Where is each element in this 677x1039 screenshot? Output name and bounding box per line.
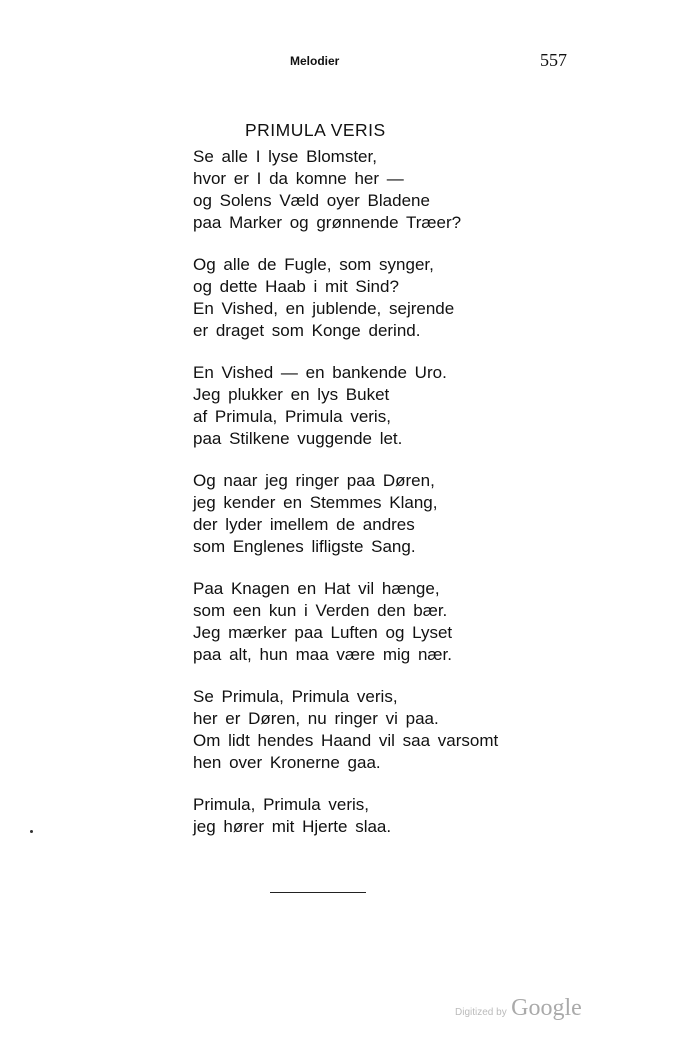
- poem-line: En Vished, en jublende, sejrende: [193, 299, 455, 318]
- stanza: [193, 362, 498, 450]
- scan-speck: [30, 830, 33, 833]
- running-head: Melodier: [290, 54, 340, 68]
- poem-line: paa Stilkene vuggende let.: [193, 429, 403, 448]
- stanza: [193, 470, 498, 558]
- poem-line: af Primula, Primula veris,: [193, 407, 391, 426]
- poem-line: og Solens Væld oyer Bladene: [193, 191, 430, 210]
- watermark-brand: Google: [511, 995, 582, 1021]
- poem-line: Primula, Primula veris,: [193, 795, 370, 814]
- page-number: 557: [540, 50, 567, 70]
- stanza: [193, 254, 498, 342]
- poem-line: Se alle I lyse Blomster,: [193, 147, 377, 166]
- poem-line: er draget som Konge derind.: [193, 321, 421, 340]
- poem-line: Jeg mærker paa Luften og Lyset: [193, 623, 453, 642]
- poem-line: her er Døren, nu ringer vi paa.: [193, 709, 439, 728]
- poem-line: Se Primula, Primula veris,: [193, 687, 398, 706]
- poem-line: hen over Kronerne gaa.: [193, 753, 381, 772]
- poem-line: Jeg plukker en lys Buket: [193, 385, 390, 404]
- digitized-watermark: [455, 995, 582, 1022]
- stanza: [193, 578, 498, 666]
- poem-line: som Englenes lifligste Sang.: [193, 537, 416, 556]
- watermark-prefix: Digitized by: [455, 1007, 507, 1018]
- stanza: [193, 146, 498, 234]
- poem-line: Om lidt hendes Haand vil saa varsomt: [193, 731, 499, 750]
- end-rule: [270, 892, 366, 893]
- poem-line: En Vished — en bankende Uro.: [193, 363, 447, 382]
- stanza: [193, 794, 498, 838]
- poem-line: hvor er I da komne her —: [193, 169, 404, 188]
- poem-line: Og naar jeg ringer paa Døren,: [193, 471, 435, 490]
- poem-line: jeg kender en Stemmes Klang,: [193, 493, 438, 512]
- poem-line: som een kun i Verden den bær.: [193, 601, 448, 620]
- stanza: [193, 686, 498, 774]
- poem-line: paa alt, hun maa være mig nær.: [193, 645, 452, 664]
- poem-line: paa Marker og grønnende Træer?: [193, 213, 462, 232]
- poem-line: og dette Haab i mit Sind?: [193, 277, 399, 296]
- poem-line: Paa Knagen en Hat vil hænge,: [193, 579, 440, 598]
- poem-body: [193, 146, 498, 858]
- poem-line: Og alle de Fugle, som synger,: [193, 255, 434, 274]
- poem-line: jeg hører mit Hjerte slaa.: [193, 817, 392, 836]
- poem-line: der lyder imellem de andres: [193, 515, 415, 534]
- poem-title: PRIMULA VERIS: [245, 120, 386, 140]
